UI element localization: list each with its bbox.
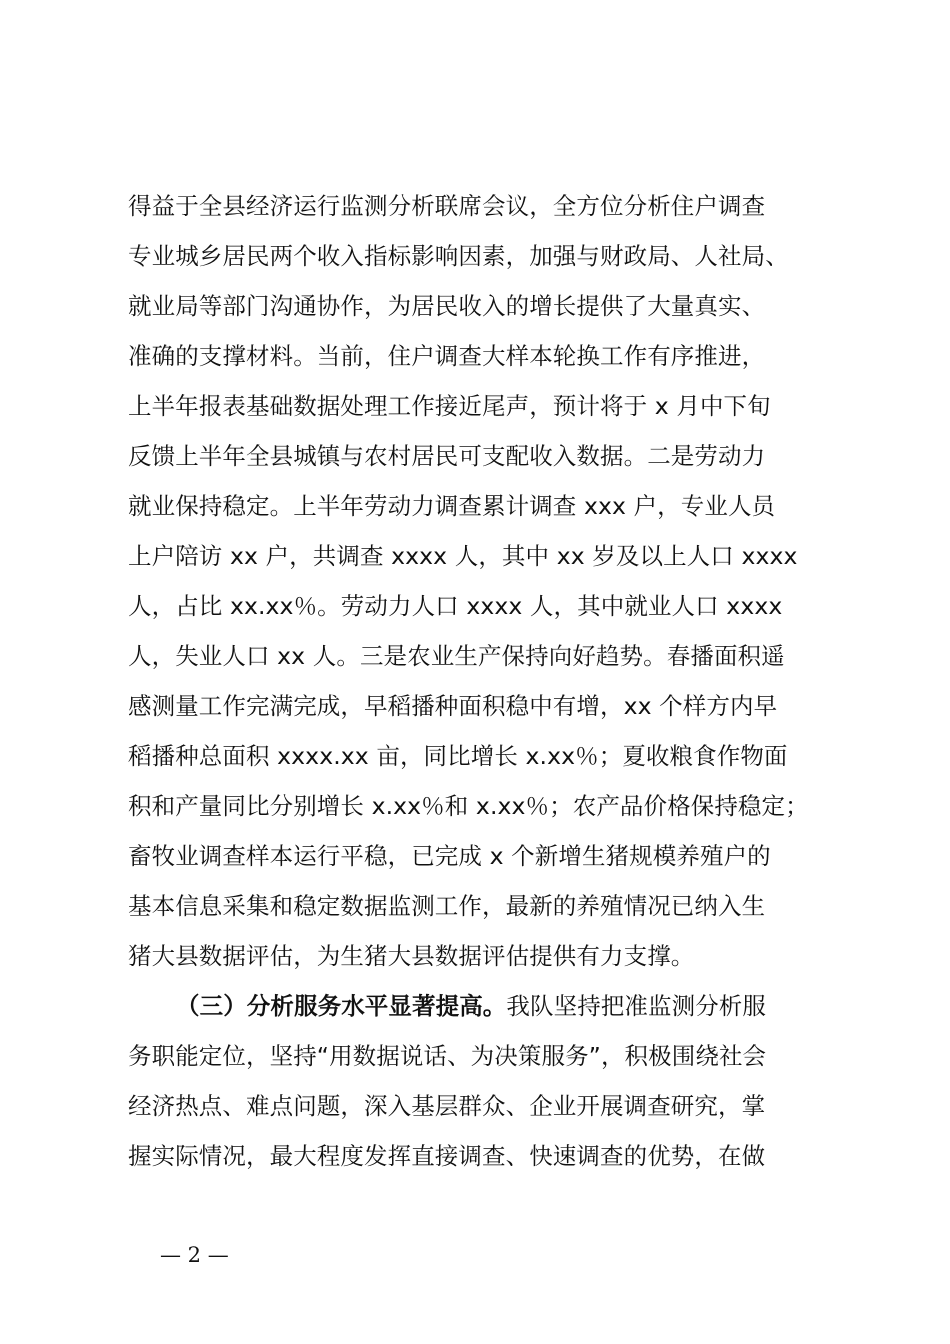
paragraph-line: 反馈上半年全县城镇与农村居民可支配收入数据。二是劳动力 — [128, 442, 766, 470]
paragraph-line: 人，占比 xx.xx％。劳动力人口 xxxx 人，其中就业人口 xxxx — [128, 592, 783, 620]
section-first-line — [176, 986, 916, 1026]
paragraph-line: 猪大县数据评估，为生猪大县数据评估提供有力支撑。 — [128, 942, 695, 970]
paragraph-line: 稻播种总面积 xxxx.xx 亩，同比增长 x.xx％；夏收粮食作物面 — [128, 742, 788, 770]
paragraph-line: 基本信息采集和稳定数据监测工作，最新的养殖情况已纳入生 — [128, 892, 766, 920]
paragraph-line: 经济热点、难点问题，深入基层群众、企业开展调查研究，掌 — [128, 1092, 766, 1120]
section-heading: （三）分析服务水平显著提高。 — [176, 992, 507, 1020]
page-number: — 2 — — [160, 1243, 229, 1267]
paragraph-line: 务职能定位，坚持“用数据说话、为决策服务”，积极围绕社会 — [128, 1042, 767, 1070]
paragraph-line: 上户陪访 xx 户，共调查 xxxx 人，其中 xx 岁及以上人口 xxxx — [128, 542, 798, 570]
paragraph-line: 握实际情况，最大程度发挥直接调查、快速调查的优势，在做 — [128, 1142, 766, 1170]
paragraph-line: 人，失业人口 xx 人。三是农业生产保持向好趋势。春播面积遥 — [128, 642, 785, 670]
paragraph-line: 上半年报表基础数据处理工作接近尾声，预计将于 x 月中下旬 — [128, 392, 771, 420]
paragraph-line: 得益于全县经济运行监测分析联席会议，全方位分析住户调查 — [128, 192, 766, 220]
paragraph-line: 就业保持稳定。上半年劳动力调查累计调查 xxx 户，专业人员 — [128, 492, 776, 520]
section-first-line-text: 我队坚持把准监测分析服 — [506, 992, 767, 1020]
paragraph-line: 就业局等部门沟通协作，为居民收入的增长提供了大量真实、 — [128, 292, 766, 320]
paragraph-line: 感测量工作完满完成，早稻播种面积稳中有增，xx 个样方内早 — [128, 692, 778, 720]
paragraph-line: 畜牧业调查样本运行平稳，已完成 x 个新增生猪规模养殖户的 — [128, 842, 771, 870]
paragraph-line: 专业城乡居民两个收入指标影响因素，加强与财政局、人社局、 — [128, 242, 789, 270]
paragraph-line: 准确的支撑材料。当前，住户调查大样本轮换工作有序推进， — [128, 342, 766, 370]
paragraph-line: 积和产量同比分别增长 x.xx％和 x.xx％；农产品价格保持稳定； — [128, 792, 809, 820]
